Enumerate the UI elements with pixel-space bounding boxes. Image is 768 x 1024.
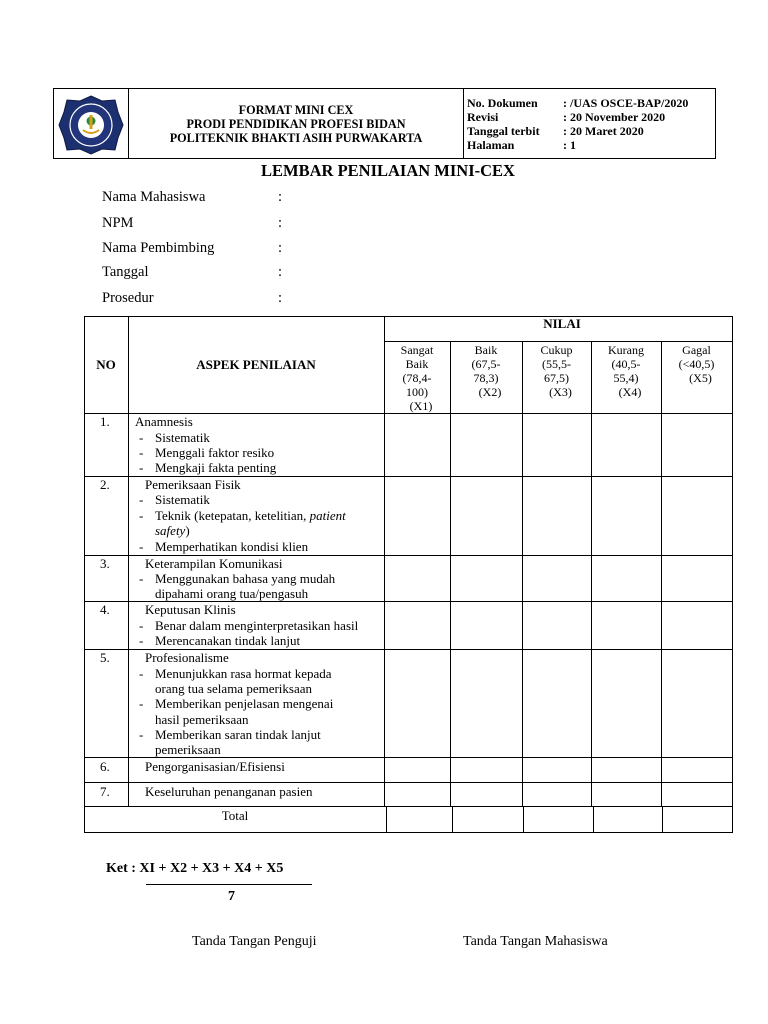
table-border (384, 341, 733, 342)
table-border (732, 316, 733, 832)
score-column-header-x5 (661, 343, 732, 385)
table-border (593, 806, 594, 832)
identity-field-supervisor (102, 240, 283, 257)
score-header-line: (X3) (549, 385, 572, 399)
row-number: 2. (100, 477, 110, 492)
score-header-line: (X4) (618, 385, 642, 399)
score-header-line: Gagal (682, 343, 711, 357)
aspect-title: Keterampilan Komunikasi (145, 556, 283, 571)
row-number: 7. (100, 784, 110, 799)
score-header-line: Kurang (608, 343, 644, 357)
aspect-title: Keputusan Klinis (145, 602, 236, 617)
meta-row (467, 124, 688, 138)
score-header-line: 67,5) (544, 371, 569, 385)
table-border (84, 316, 85, 832)
score-header-line: (78,4- (402, 371, 432, 385)
institution-logo-icon (58, 95, 124, 155)
header-divider (463, 89, 464, 158)
field-label: Tanggal (102, 264, 149, 280)
table-border (84, 806, 733, 807)
score-header-line: 55,4) (613, 371, 639, 385)
aspect-title: Anamnesis (135, 414, 193, 429)
aspect-title: Keseluruhan penanganan pasien (145, 784, 313, 799)
document-header (53, 88, 716, 159)
identity-field-npm (102, 215, 283, 232)
meta-label: Tanggal terbit (467, 124, 540, 138)
student-signature-label: Tanda Tangan Mahasiswa (463, 934, 608, 949)
meta-label: Revisi (467, 110, 499, 124)
column-header-nilai: NILAI (543, 316, 581, 331)
field-colon: : (278, 189, 283, 205)
score-header-line: 100) (406, 385, 428, 399)
score-header-line: (67,5- (471, 357, 501, 371)
score-column-header-x2 (450, 343, 522, 399)
formula-numerator: : XI + X2 + X3 + X4 + X5 (131, 861, 284, 876)
meta-row (467, 96, 688, 110)
identity-field-date (102, 264, 283, 281)
score-header-line: (X5) (689, 371, 712, 385)
meta-value: : 20 Maret 2020 (563, 124, 644, 138)
score-header-line: 78,3) (473, 371, 499, 385)
column-header-aspect: ASPEK PENILAIAN (196, 357, 316, 372)
score-header-line: Cukup (540, 343, 573, 357)
score-column-header-x4 (591, 343, 661, 399)
table-border (522, 341, 523, 806)
header-line: PRODI PENDIDIKAN PROFESI BIDAN (186, 117, 406, 131)
score-header-line: (55,5- (542, 357, 571, 371)
meta-value: : 1 (563, 138, 576, 152)
header-line: POLITEKNIK BHAKTI ASIH PURWAKARTA (169, 131, 423, 145)
row-number: 5. (100, 650, 110, 665)
score-column-header-x3 (522, 343, 591, 399)
field-label: Prosedur (102, 290, 154, 306)
meta-label: Halaman (467, 138, 515, 152)
table-border (662, 806, 663, 832)
header-line: FORMAT MINI CEX (238, 103, 354, 117)
header-institution-block (129, 103, 463, 145)
aspect-title: Pemeriksaan Fisik (145, 477, 241, 492)
table-border (84, 832, 733, 833)
field-colon: : (278, 264, 283, 280)
total-label: Total (221, 808, 249, 823)
formula-label: Ket (106, 861, 128, 876)
score-header-line: Sangat (400, 343, 434, 357)
formula-denominator: 7 (228, 889, 235, 904)
column-header-no: NO (96, 357, 116, 372)
document-meta (467, 96, 688, 152)
field-colon: : (278, 240, 283, 256)
meta-label: No. Dokumen (467, 96, 538, 110)
row-number: 1. (100, 414, 110, 429)
identity-field-name (102, 189, 283, 206)
field-colon: : (278, 215, 283, 231)
score-header-line: Baik (474, 343, 498, 357)
score-header-line: (X1) (409, 399, 433, 413)
meta-value: : 20 November 2020 (563, 110, 666, 124)
table-border (386, 806, 387, 832)
score-header-line: (<40,5) (678, 357, 715, 371)
aspect-title: Pengorganisasian/Efisiensi (145, 759, 285, 774)
meta-row (467, 110, 688, 124)
aspect-title: Profesionalisme (145, 650, 229, 665)
row-number: 3. (100, 556, 110, 571)
row-number: 4. (100, 602, 110, 617)
table-border (84, 782, 733, 783)
field-colon: : (278, 290, 283, 306)
field-label: Nama Mahasiswa (102, 189, 206, 205)
table-border (450, 341, 451, 806)
meta-row (467, 138, 688, 152)
field-label: NPM (102, 215, 134, 231)
table-border (523, 806, 524, 832)
meta-value: : /UAS OSCE-BAP/2020 (563, 96, 689, 110)
row-number: 6. (100, 759, 110, 774)
page-title: LEMBAR PENILAIAN MINI-CEX (261, 161, 515, 180)
identity-field-procedure (102, 290, 283, 307)
table-border (661, 341, 662, 806)
field-label: Nama Pembimbing (102, 240, 215, 256)
table-border (591, 341, 592, 806)
score-column-header-x1 (384, 343, 450, 413)
score-header-line: (X2) (478, 385, 502, 399)
fraction-line (146, 884, 312, 885)
score-header-line: Baik (405, 357, 429, 371)
table-border (128, 316, 129, 806)
table-border (452, 806, 453, 832)
score-formula (106, 861, 283, 877)
examiner-signature-label: Tanda Tangan Penguji (192, 934, 317, 949)
score-header-line: (40,5- (611, 357, 641, 371)
